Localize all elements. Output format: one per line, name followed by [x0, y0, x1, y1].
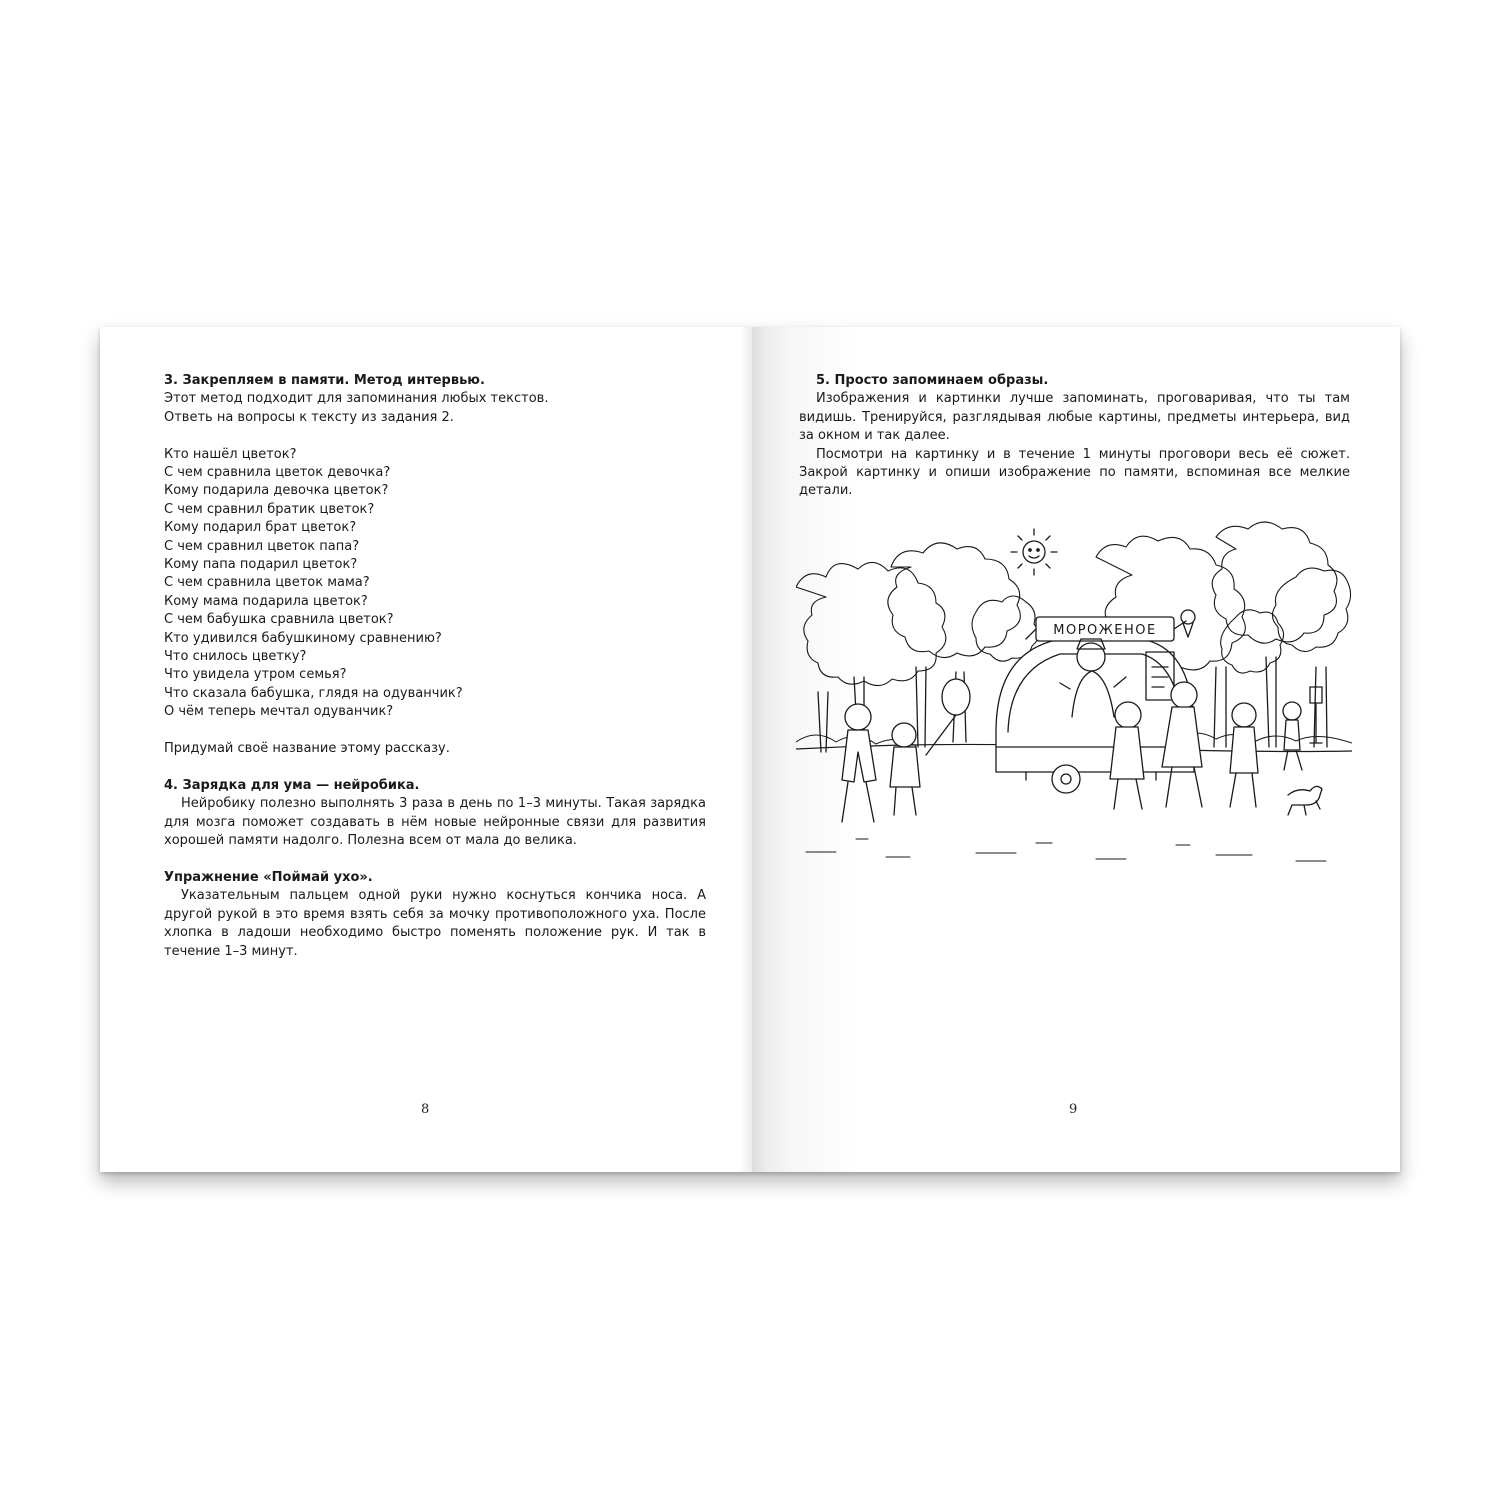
question-10: С чем бабушка сравнила цветок? [164, 612, 394, 628]
question-2: С чем сравнила цветок девочка? [164, 465, 391, 481]
ground-marks [806, 839, 1326, 861]
question-13: Что увидела утром семья? [164, 667, 347, 683]
question-8: С чем сравнила цветок мама? [164, 575, 370, 591]
left-page [100, 327, 752, 1172]
section3-intro-line-1: Этот метод подходит для запоминания любых текстов. [164, 391, 549, 407]
right-page-text [799, 372, 1350, 501]
section5-heading: 5. Просто запоминаем образы. [816, 373, 1049, 388]
question-15: О чём теперь мечтал одуванчик? [164, 704, 394, 720]
section5-paragraph-2: Посмотри на картинку и в течение 1 минуты проговори весь её сюжет. Закрой картинку и опиши изображение по памяти, вспоминая все мелкие детали. [799, 446, 1350, 499]
page-number-left: 8 [421, 1102, 430, 1117]
question-11: Кто удивился бабушкиному сравнению? [164, 630, 442, 646]
dog-icon [1288, 786, 1322, 815]
section3-heading: 3. Закрепляем в памяти. Метод интервью. [164, 373, 485, 388]
section4-text: Нейробику полезно выполнять 3 раза в день по 1–3 минуты. Такая зарядка для мозга поможет создавать в нём новые нейронные связи для развития хорошей памяти надолго. Полезна всем от мала до велика. [164, 796, 706, 849]
question-1: Кто нашёл цветок? [164, 446, 297, 462]
question-3: Кому подарила девочка цветок? [164, 483, 389, 499]
question-12: Что снилось цветку? [164, 649, 307, 665]
question-7: Кому папа подарил цветок? [164, 557, 358, 573]
question-5: Кому подарил брат цветок? [164, 520, 357, 536]
invent-title-prompt: Придумай своё название этому рассказу. [164, 741, 450, 757]
exercise-heading: Упражнение «Поймай ухо». [164, 869, 373, 885]
ice-cream-park-illustration [796, 517, 1352, 902]
illustration-sign-text: МОРОЖЕНОЕ [1053, 623, 1157, 638]
book-spread [100, 327, 1400, 1172]
street-lamp-icon [1310, 687, 1322, 743]
section5-paragraph-1: Изображения и картинки лучше запоминать, проговаривая, что ты там видишь. Тренируйся, разглядывая любые картины, предметы интерьера, вид за окном и так далее. [799, 391, 1350, 444]
left-page-text [164, 372, 706, 961]
right-page [752, 327, 1400, 1172]
section3-intro-line-2: Ответь на вопросы к тексту из задания 2. [164, 409, 454, 425]
question-14: Что сказала бабушка, глядя на одуванчик? [164, 685, 463, 701]
question-4: С чем сравнил братик цветок? [164, 501, 375, 517]
page-number-right: 9 [1069, 1102, 1078, 1117]
question-6: С чем сравнил цветок папа? [164, 538, 360, 554]
question-9: Кому мама подарила цветок? [164, 593, 368, 609]
section4-heading: 4. Зарядка для ума — нейробика. [164, 777, 420, 793]
sun-icon [1011, 529, 1057, 575]
exercise-text: Указательным пальцем одной руки нужно коснуться кончика носа. А другой рукой в это время взять себя за мочку противоположного уха. После хлопка в ладоши необходимо быстро поменять положение рук. И так в течение 1–3 минут. [164, 888, 706, 959]
